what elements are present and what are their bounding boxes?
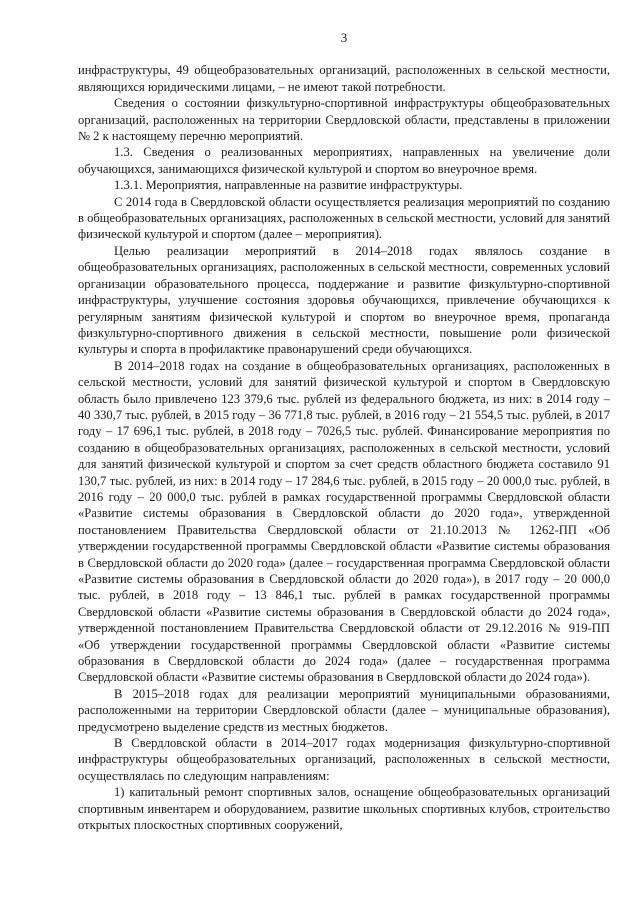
page-number: 3	[340, 30, 348, 45]
paragraph-3: 1.3. Сведения о реализованных мероприятиях, направленных на увеличение доли обучающихся, занимающихся физической культурой и спортом во внеурочное время.	[78, 145, 610, 176]
document-page	[78, 30, 610, 834]
paragraph-9: В Свердловской области в 2014–2017 годах модернизация физкультурно-спортивной инфраструктуры общеобразовательных организаций, расположенных в сельской местности, осуществлялась по следующим направлениям:	[78, 736, 610, 783]
paragraph-1: инфраструктуры, 49 общеобразовательных организаций, расположенных в сельской местности, являющихся юридическими лицами, – не имеют такой потребности.	[78, 63, 610, 94]
paragraph-8: В 2015–2018 годах для реализации мероприятий муниципальными образованиями, расположенными на территории Свердловской области (далее – муниципальные образования), предусмотрено выделение средств из местных бюджетов.	[78, 686, 610, 734]
paragraph-10: 1) капитальный ремонт спортивных залов, оснащение общеобразовательных организаций спортивным инвентарем и оборудованием, развитие школьных спортивных клубов, строительство открытых плоскостных спортивных сооружений,	[78, 785, 610, 833]
paragraph-6: Целью реализации мероприятий в 2014–2018 годах являлось создание в общеобразовательных организациях, расположенных в сельской местности, современных условий организации образовательного процесса, поддержание и развитие физкультурно-спортивной инфраструктуры, улучшение состояния здоровья обучающихся, привлечение обучающихся к регулярным занятиям физической культурой и спортом во внеурочное время, пропаганда физкультурно-спортивного движения в сельской местности, повышение роли физической культуры и спорта в профилактике правонарушений среди обучающихся.	[78, 243, 610, 357]
paragraph-2: Сведения о состоянии физкультурно-спортивной инфраструктуры общеобразовательных организаций, расположенных на территории Свердловской области, представлены в приложении № 2 к настоящему перечню мероприятий.	[78, 96, 610, 144]
paragraph-4: 1.3.1. Мероприятия, направленные на развитие инфраструктуры.	[114, 178, 463, 193]
paragraph-5: С 2014 года в Свердловской области осуществляется реализация мероприятий по созданию в общеобразовательных организациях, расположенных в сельской местности, условий для занятий физической культурой и спортом (далее – мероприятия).	[78, 194, 610, 242]
paragraph-7: В 2014–2018 годах на создание в общеобразовательных организациях, расположенных в сельской местности, условий для занятий физической культурой и спортом в Свердловскую область было привлечено 123 379,6 тыс. рублей из федерального бюджета, из них: в 2014 году – 40 330,7 тыс. рублей, в 2015 году – 36 771,8 тыс. рублей, в 2016 году – 21 554,5 тыс. рублей, в 2017 году – 17 696,1 тыс. рублей, в 2018 году – 7026,5 тыс. рублей. Финансирование мероприятия по созданию в общеобразовательных организациях, расположенных в сельской местности, условий для занятий физической культурой и спортом за счет средств областного бюджета составило 91 130,7 тыс. рублей, из них: в 2014 году – 17 284,6 тыс. рублей, в 2015 году – 20 000,0 тыс. рублей, в 2016 году – 20 000,0 тыс. рублей в рамках государственной программы Свердловской области «Развитие системы образования в Свердловской области до 2020 года», утвержденной постановлением Правительства Свердловской области от 21.10.2013 № 1262-ПП «Об утверждении государственной программы Свердловской области «Развитие системы образования в Свердловской области до 2020 года» (далее – государственная программа Свердловской области «Развитие системы образования в Свердловской области до 2020 года»), в 2017 году – 20 000,0 тыс. рублей, в 2018 году – 13 846,1 тыс. рублей в рамках государственной программы Свердловской области «Развитие системы образования в Свердловской области до 2024 года», утвержденной постановлением Правительства Свердловской области от 29.12.2016 № 919-ПП «Об утверждении государственной программы Свердловской области «Развитие системы образования в Свердловской области до 2024 года» (далее – государственная программа Свердловской области «Развитие системы образования в Свердловской области до 2024 года»).	[78, 358, 610, 685]
